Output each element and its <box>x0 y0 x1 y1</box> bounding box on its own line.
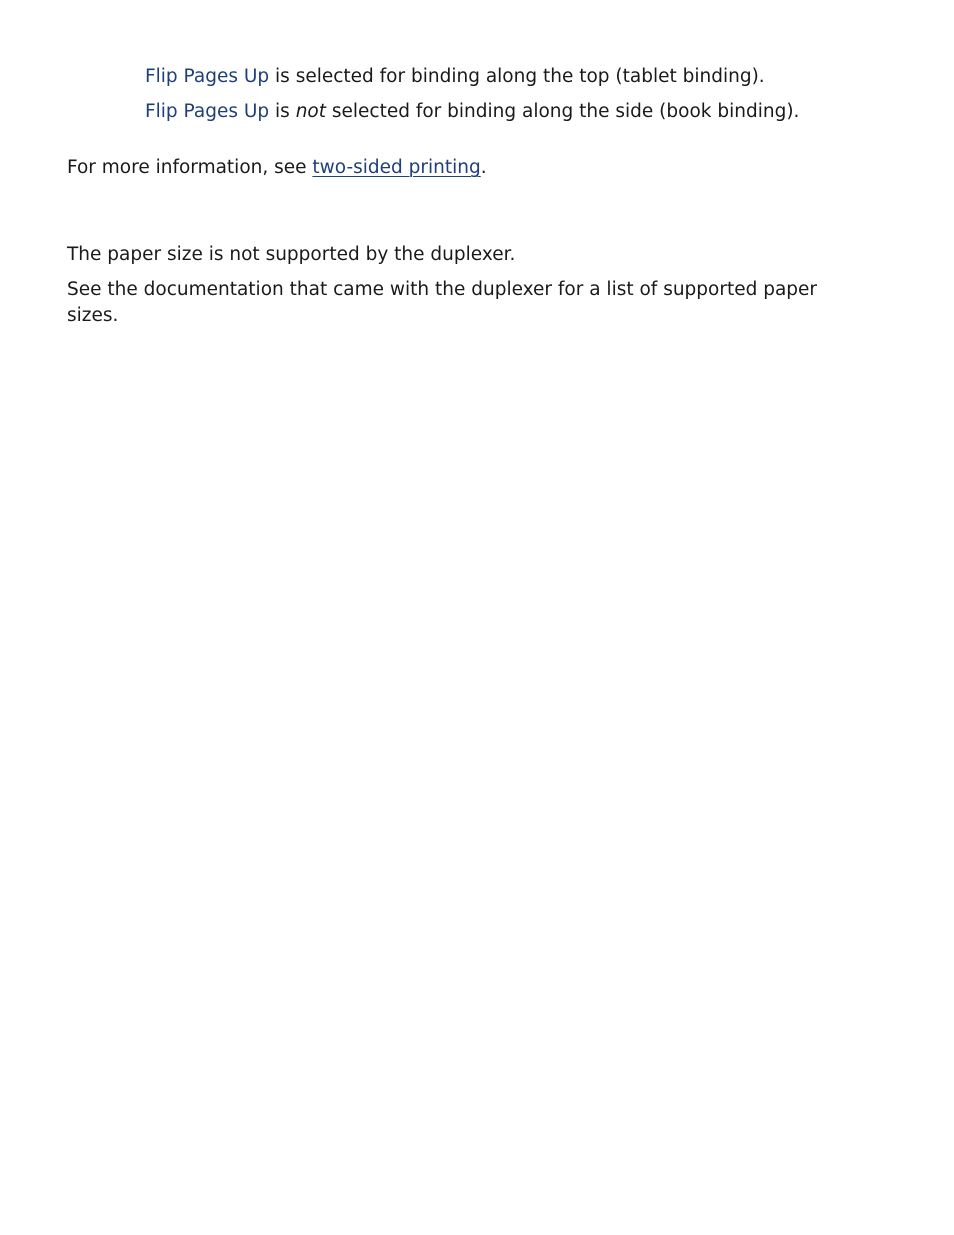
more-info-prefix: For more information, see <box>67 157 313 178</box>
condition-tablet-binding <box>145 64 765 90</box>
condition-text-post: selected for binding along the top (tablet binding). <box>295 66 765 87</box>
flip-pages-up-term: Flip Pages Up <box>145 101 270 122</box>
flip-pages-up-term: Flip Pages Up <box>145 66 270 87</box>
paper-size-problem: The paper size is not supported by the duplexer. <box>67 244 516 265</box>
condition-text-post: selected for binding along the side (book binding). <box>326 101 800 122</box>
two-sided-printing-link[interactable]: two-sided printing <box>312 157 481 178</box>
condition-text-pre: is <box>269 101 296 122</box>
condition-text-pre: is <box>269 66 296 87</box>
paper-size-solution: See the documentation that came with the duplexer for a list of supported paper sizes. <box>67 279 818 326</box>
condition-book-binding <box>145 99 799 125</box>
more-info-line <box>67 155 487 181</box>
more-info-suffix: . <box>480 157 487 178</box>
emphasis-not: not <box>295 101 326 122</box>
